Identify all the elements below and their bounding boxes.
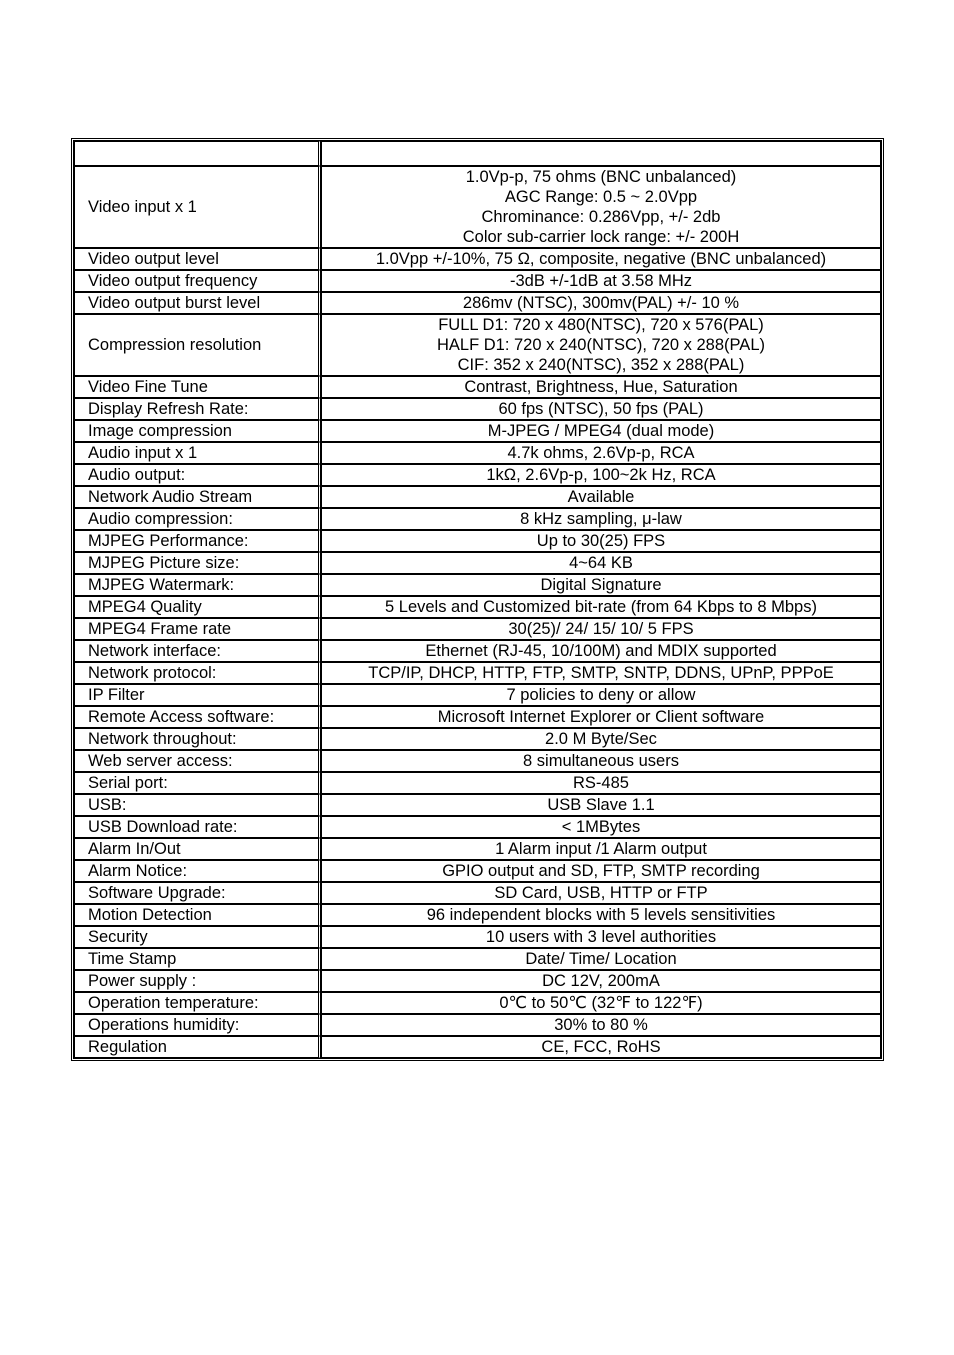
spec-value-line: 96 independent blocks with 5 levels sensitivities (426, 906, 776, 924)
spec-value-cell (321, 948, 881, 970)
spec-label-cell: MJPEG Picture size: (74, 552, 321, 574)
spec-value-cell (321, 376, 881, 398)
spec-value-line: 30(25)/ 24/ 15/ 10/ 5 FPS (508, 620, 694, 638)
table-row (74, 398, 881, 420)
spec-label-cell: USB Download rate: (74, 816, 321, 838)
spec-value-line: Date/ Time/ Location (525, 950, 677, 968)
spec-value-cell (321, 1014, 881, 1036)
spec-label-cell: Image compression (74, 420, 321, 442)
header-value-cell (321, 141, 881, 166)
spec-value-line: -3dB +/-1dB at 3.58 MHz (509, 272, 693, 290)
spec-label-cell: Audio output: (74, 464, 321, 486)
spec-label-cell: Network interface: (74, 640, 321, 662)
spec-value-line: Color sub-carrier lock range: +/- 200H (462, 228, 740, 246)
spec-value-line: 2.0 M Byte/Sec (545, 730, 657, 748)
spec-value-line: 8 kHz sampling, μ-law (520, 510, 682, 528)
spec-label-cell: Motion Detection (74, 904, 321, 926)
spec-value-line: GPIO output and SD, FTP, SMTP recording (442, 862, 760, 880)
spec-label-cell: MJPEG Performance: (74, 530, 321, 552)
spec-value-cell (321, 442, 881, 464)
spec-value-line: 1kΩ, 2.6Vp-p, 100~2k Hz, RCA (486, 466, 716, 484)
spec-value-cell (321, 926, 881, 948)
table-row (74, 314, 881, 376)
spec-value-line: AGC Range: 0.5 ~ 2.0Vpp (504, 188, 698, 206)
table-row (74, 618, 881, 640)
spec-value-cell (321, 618, 881, 640)
spec-value-line: 286mv (NTSC), 300mv(PAL) +/- 10 % (462, 294, 740, 312)
spec-value-cell (321, 904, 881, 926)
specification-table-body (74, 141, 881, 1058)
spec-value-line: DC 12V, 200mA (542, 972, 660, 990)
spec-value-cell (321, 420, 881, 442)
spec-label-cell: Software Upgrade: (74, 882, 321, 904)
spec-value-line: CIF: 352 x 240(NTSC), 352 x 288(PAL) (457, 356, 745, 374)
table-row (74, 166, 881, 248)
table-row (74, 750, 881, 772)
spec-value-line: 0℃ to 50℃ (32℉ to 122℉) (499, 994, 703, 1012)
table-row (74, 772, 881, 794)
spec-value-line: 4~64 KB (569, 554, 633, 572)
spec-value-line: 60 fps (NTSC), 50 fps (PAL) (498, 400, 704, 418)
table-row (74, 442, 881, 464)
table-header-row (74, 141, 881, 166)
spec-label-cell: Video output level (74, 248, 321, 270)
spec-value-cell (321, 530, 881, 552)
spec-label-cell: Security (74, 926, 321, 948)
spec-label-cell: MPEG4 Frame rate (74, 618, 321, 640)
spec-label-cell: Video input x 1 (74, 166, 321, 248)
spec-value-cell (321, 838, 881, 860)
spec-value-line: 8 simultaneous users (523, 752, 679, 770)
spec-label-cell: Serial port: (74, 772, 321, 794)
spec-value-cell (321, 574, 881, 596)
table-row (74, 596, 881, 618)
table-row (74, 970, 881, 992)
table-row (74, 376, 881, 398)
spec-value-line: 1.0Vpp +/-10%, 75 Ω, composite, negative (BNC unbalanced) (375, 250, 827, 268)
spec-label-cell: MPEG4 Quality (74, 596, 321, 618)
spec-value-cell (321, 464, 881, 486)
table-row (74, 816, 881, 838)
spec-value-cell (321, 684, 881, 706)
spec-value-cell (321, 772, 881, 794)
spec-value-line: 4.7k ohms, 2.6Vp-p, RCA (507, 444, 695, 462)
table-row (74, 992, 881, 1014)
table-row (74, 640, 881, 662)
spec-value-cell (321, 166, 881, 248)
table-row (74, 838, 881, 860)
spec-value-line: CE, FCC, RoHS (541, 1038, 661, 1056)
table-row (74, 882, 881, 904)
spec-value-line: SD Card, USB, HTTP or FTP (494, 884, 708, 902)
spec-label-cell: Remote Access software: (74, 706, 321, 728)
spec-label-cell: Operation temperature: (74, 992, 321, 1014)
spec-value-line: FULL D1: 720 x 480(NTSC), 720 x 576(PAL) (438, 316, 764, 334)
spec-label-cell: IP Filter (74, 684, 321, 706)
spec-value-cell (321, 750, 881, 772)
table-row (74, 926, 881, 948)
table-row (74, 552, 881, 574)
spec-value-line: M-JPEG / MPEG4 (dual mode) (487, 422, 715, 440)
table-row (74, 270, 881, 292)
table-row (74, 684, 881, 706)
spec-label-cell: Video output burst level (74, 292, 321, 314)
spec-value-cell (321, 728, 881, 750)
spec-value-line: Up to 30(25) FPS (536, 532, 666, 550)
spec-value-cell (321, 398, 881, 420)
spec-label-cell: Web server access: (74, 750, 321, 772)
spec-value-cell (321, 662, 881, 684)
table-row (74, 292, 881, 314)
spec-value-cell (321, 1036, 881, 1058)
table-row (74, 1014, 881, 1036)
spec-value-cell (321, 816, 881, 838)
table-row (74, 728, 881, 750)
spec-value-line: 1 Alarm input /1 Alarm output (495, 840, 707, 858)
specification-table (73, 140, 882, 1059)
spec-value-cell (321, 970, 881, 992)
table-row (74, 860, 881, 882)
spec-label-cell: Display Refresh Rate: (74, 398, 321, 420)
table-row (74, 464, 881, 486)
spec-label-cell: Network protocol: (74, 662, 321, 684)
header-label-cell (74, 141, 321, 166)
spec-value-line: Microsoft Internet Explorer or Client software (437, 708, 765, 726)
spec-label-cell: Network throughout: (74, 728, 321, 750)
spec-label-cell: Compression resolution (74, 314, 321, 376)
spec-value-line: Digital Signature (540, 576, 662, 594)
table-row (74, 706, 881, 728)
spec-label-cell: USB: (74, 794, 321, 816)
spec-label-cell: Network Audio Stream (74, 486, 321, 508)
table-row (74, 1036, 881, 1058)
spec-label-cell: MJPEG Watermark: (74, 574, 321, 596)
spec-label-cell: Alarm In/Out (74, 838, 321, 860)
table-row (74, 794, 881, 816)
spec-value-cell (321, 248, 881, 270)
spec-label-cell: Operations humidity: (74, 1014, 321, 1036)
spec-value-line: Contrast, Brightness, Hue, Saturation (464, 378, 738, 396)
table-row (74, 248, 881, 270)
spec-value-cell (321, 486, 881, 508)
spec-value-line: USB Slave 1.1 (547, 796, 655, 814)
table-row (74, 530, 881, 552)
table-row (74, 486, 881, 508)
spec-value-cell (321, 706, 881, 728)
spec-value-cell (321, 640, 881, 662)
spec-value-cell (321, 992, 881, 1014)
spec-label-cell: Alarm Notice: (74, 860, 321, 882)
spec-value-cell (321, 882, 881, 904)
table-row (74, 574, 881, 596)
spec-label-cell: Regulation (74, 1036, 321, 1058)
spec-value-line: HALF D1: 720 x 240(NTSC), 720 x 288(PAL) (436, 336, 765, 354)
spec-value-cell (321, 552, 881, 574)
spec-value-cell (321, 596, 881, 618)
spec-value-line: TCP/IP, DHCP, HTTP, FTP, SMTP, SNTP, DDNS, UPnP, PPPoE (368, 664, 834, 682)
spec-label-cell: Power supply : (74, 970, 321, 992)
spec-value-cell (321, 314, 881, 376)
spec-value-line: 7 policies to deny or allow (506, 686, 696, 704)
spec-value-line: Ethernet (RJ-45, 10/100M) and MDIX supported (425, 642, 777, 660)
table-row (74, 662, 881, 684)
spec-value-cell (321, 292, 881, 314)
spec-value-cell (321, 860, 881, 882)
spec-label-cell: Video Fine Tune (74, 376, 321, 398)
spec-label-cell: Audio input x 1 (74, 442, 321, 464)
spec-value-cell (321, 270, 881, 292)
spec-value-line: Chrominance: 0.286Vpp, +/- 2db (481, 208, 721, 226)
spec-value-line: 5 Levels and Customized bit-rate (from 64 Kbps to 8 Mbps) (385, 598, 817, 616)
table-row (74, 948, 881, 970)
spec-value-line: < 1MBytes (561, 818, 641, 836)
spec-value-line: 30% to 80 % (554, 1016, 648, 1034)
spec-value-line: 10 users with 3 level authorities (485, 928, 717, 946)
table-row (74, 420, 881, 442)
spec-label-cell: Video output frequency (74, 270, 321, 292)
table-row (74, 904, 881, 926)
spec-label-cell: Time Stamp (74, 948, 321, 970)
spec-value-line: Available (567, 488, 635, 506)
spec-value-line: RS-485 (573, 774, 629, 792)
spec-label-cell: Audio compression: (74, 508, 321, 530)
spec-value-cell (321, 508, 881, 530)
spec-value-line: 1.0Vp-p, 75 ohms (BNC unbalanced) (465, 168, 737, 186)
spec-value-cell (321, 794, 881, 816)
table-row (74, 508, 881, 530)
